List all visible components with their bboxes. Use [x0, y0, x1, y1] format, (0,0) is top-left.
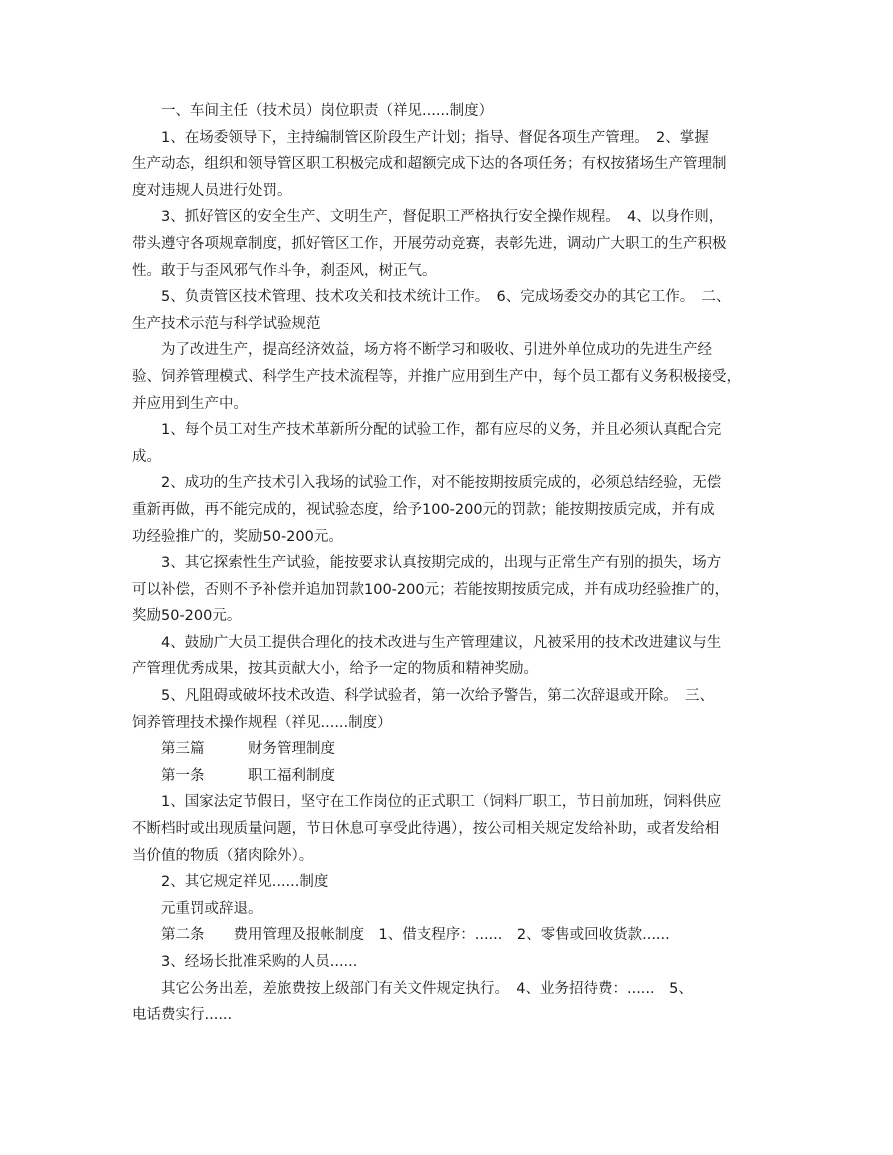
document-body: [132, 98, 772, 1029]
text-line: 重新再做，再不能完成的，视试验态度，给予100-200元的罚款；能按期按质完成，并有成: [132, 501, 715, 518]
text-line: 度对违规人员进行处罚。: [132, 182, 292, 199]
text-line: 元重罚或辞退。: [132, 900, 263, 917]
text-line: 5、负责管区技术管理、技术攻关和技术统计工作。 6、完成场委交办的其它工作。 二、: [132, 289, 731, 306]
text-line: 可以补偿，否则不予补偿并追加罚款100-200元；若能按期按质完成，并有成功经验推广的，: [132, 581, 730, 598]
text-line: 产管理优秀成果，按其贡献大小，给予一定的物质和精神奖励。: [132, 661, 538, 678]
article-heading: 第一条 职工福利制度: [132, 767, 335, 784]
chapter-heading: 第三篇 财务管理制度: [132, 741, 335, 758]
text-line: 验、饲养管理模式、科学生产技术流程等，并推广应用到生产中，每个员工都有义务积极接受，: [132, 368, 741, 385]
text-line: 为了改进生产，提高经济效益，场方将不断学习和吸收、引进外单位成功的先进生产经: [132, 342, 712, 359]
text-line: 不断档时或出现质量问题，节日休息可享受此待遇），按公司相关规定发给补助，或者发给相: [132, 821, 720, 838]
text-line: 2、成功的生产技术引入我场的试验工作，对不能按期按质完成的，必须总结经验，无偿: [132, 475, 722, 492]
text-line: 饲养管理技术操作规程（祥见......制度）: [132, 714, 392, 731]
text-line: 奖励50-200元。: [132, 608, 242, 625]
text-line: 当价值的物质（猪肉除外）。: [132, 847, 314, 864]
text-line: 电话费实行......: [132, 1007, 233, 1024]
text-line: 生产动态，组织和领导管区职工积极完成和超额完成下达的各项任务；有权按猪场生产管理制: [132, 156, 727, 173]
text-line: 4、鼓励广大员工提供合理化的技术改进与生产管理建议，凡被采用的技术改进建议与生: [132, 634, 722, 651]
text-line: 生产技术示范与科学试验规范: [132, 315, 321, 332]
text-line: 1、在场委领导下，主持编制管区阶段生产计划；指导、督促各项生产管理。 2、掌握: [132, 129, 709, 146]
text-line: 2、其它规定祥见......制度: [132, 874, 329, 891]
text-line: 其它公务出差，差旅费按上级部门有关文件规定执行。 4、业务招待费：...... 5、: [132, 980, 693, 997]
text-line: 性。敢于与歪风邪气作斗争，刹歪风，树正气。: [132, 262, 437, 279]
text-line: 3、经场长批准采购的人员......: [132, 954, 358, 970]
text-line: 3、其它探索性生产试验，能按要求认真按期完成的，出现与正常生产有别的损失，场方: [132, 555, 722, 572]
article-heading: 第二条 费用管理及报帐制度 1、借支程序：...... 2、零售或回收货款......: [132, 927, 670, 944]
text-line: 3、抓好管区的安全生产、文明生产，督促职工严格执行安全操作规程。 4、以身作则，: [132, 209, 724, 226]
text-line: 成。: [132, 448, 161, 465]
text-line: 并应用到生产中。: [132, 395, 248, 412]
text-line: 1、国家法定节假日，坚守在工作岗位的正式职工（饲料厂职工，节日前加班，饲料供应: [132, 794, 722, 811]
text-line: 功经验推广的，奖励50-200元。: [132, 528, 343, 545]
text-line: 带头遵守各项规章制度，抓好管区工作，开展劳动竞赛，表彰先进，调动广大职工的生产积极: [132, 235, 727, 252]
section-heading: 一、车间主任（技术员）岗位职责（祥见......制度）: [132, 103, 494, 119]
text-line: 1、每个员工对生产技术革新所分配的试验工作，都有应尽的义务，并且必须认真配合完: [132, 422, 722, 439]
text-line: 5、凡阻碍或破坏技术改造、科学试验者，第一次给予警告，第二次辞退或开除。 三、: [132, 688, 714, 705]
